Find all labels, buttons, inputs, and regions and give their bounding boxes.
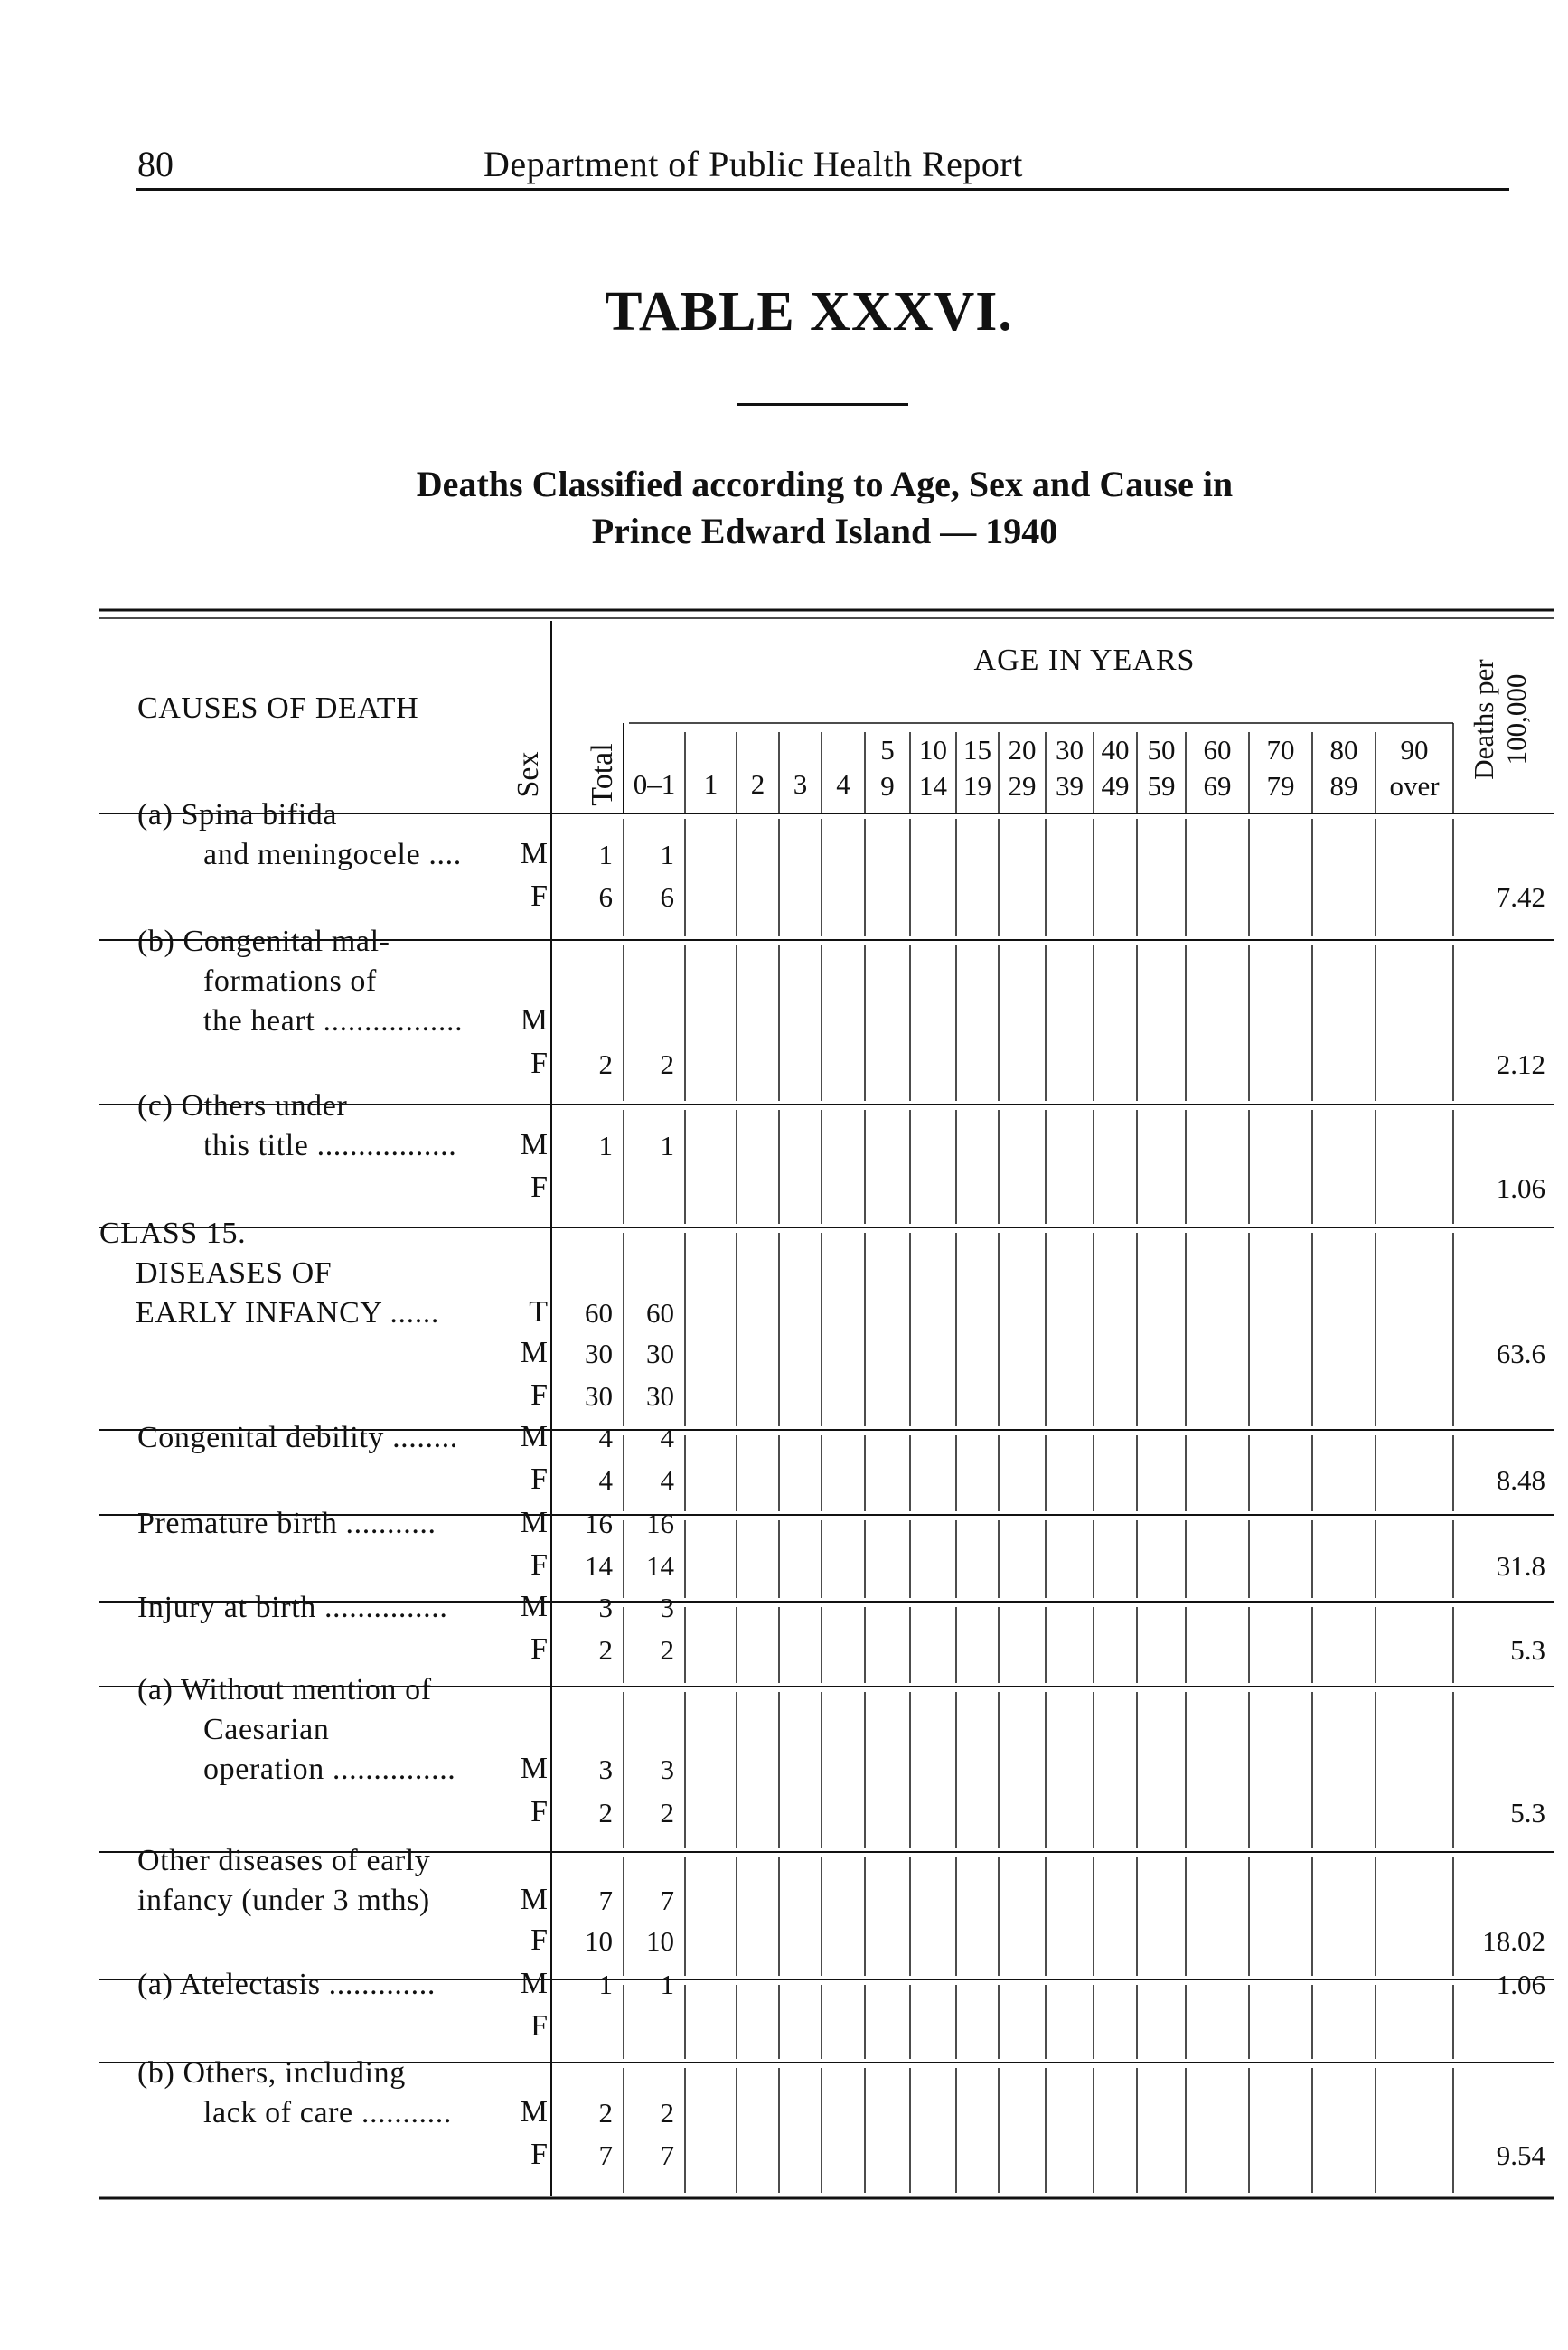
age-0-1-value: 4 [660,1464,674,1496]
age-0-1-value: 3 [660,1592,674,1623]
age-col-header: over [1389,770,1440,802]
deaths-per-100000-value: 1.06 [1496,1172,1545,1204]
age-col-header: 50 [1147,734,1176,766]
sex-marker: F [530,1378,548,1412]
subtitle-line: Prince Edward Island — 1940 [591,511,1058,551]
age-0-1-value: 30 [646,1338,674,1369]
header-title: Department of Public Health Report [484,144,1023,184]
sex-marker: M [520,1003,548,1037]
age-0-1-value: 1 [660,1969,674,2000]
total-value: 3 [598,1592,613,1623]
sex-marker: M [520,1336,548,1369]
cause-label-line: operation ............... [203,1753,456,1786]
sex-marker: F [530,1170,548,1204]
age-col-header: 49 [1101,770,1130,802]
page-number: 80 [137,144,174,184]
sex-marker: M [520,2095,548,2129]
sex-marker: F [530,1632,548,1666]
total-value: 2 [598,1797,613,1828]
cause-label-line: lack of care ........... [203,2096,452,2129]
cause-label-line: Premature birth ........... [137,1507,437,1540]
age-col-header: 29 [1008,770,1037,802]
age-0-1-value: 1 [660,839,674,870]
total-value: 1 [598,1130,613,1161]
total-value: 60 [585,1297,613,1329]
age-col-header: 3 [793,768,808,800]
cause-label-line: (c) Others under [137,1089,348,1123]
age-col-header: 5 [880,734,895,766]
sex-marker: F [530,1047,548,1080]
age-in-years-header: AGE IN YEARS [973,644,1196,677]
age-col-header: 0–1 [633,768,676,800]
age-0-1-value: 2 [660,1048,674,1080]
age-0-1-value: 2 [660,1634,674,1666]
cause-label-line: Caesarian [203,1713,330,1746]
age-col-header: 15 [963,734,991,766]
total-value: 4 [598,1422,613,1453]
sex-marker: F [530,879,548,913]
age-col-header: 39 [1056,770,1084,802]
total-value: 7 [598,2139,613,2171]
cause-label-line: formations of [203,964,377,998]
age-col-header: 69 [1203,770,1232,802]
causes-header: CAUSES OF DEATH [137,691,419,725]
cause-label-line: the heart ................. [203,1004,464,1038]
age-col-header: 1 [703,768,718,800]
age-col-header: 80 [1329,734,1358,766]
cause-label-line: DISEASES OF [136,1256,333,1290]
sex-marker: F [530,1462,548,1496]
sex-marker: F [530,1548,548,1582]
cause-label-line: Other diseases of early [137,1844,431,1877]
rate-header: Deaths per 100,000 [1468,659,1532,780]
cause-label-line: (a) Atelectasis ............. [137,1968,436,2001]
cause-label-line: (a) Spina bifida [137,798,338,832]
age-0-1-value: 30 [646,1380,674,1412]
total-value: 7 [598,1885,613,1916]
age-col-header: 70 [1266,734,1295,766]
sex-marker: M [520,1590,548,1623]
total-value: 30 [585,1380,613,1412]
age-col-header: 40 [1101,734,1130,766]
table-title: TABLE XXXVI. [605,281,1013,343]
sex-marker: F [530,1923,548,1957]
cause-label-line: (a) Without mention of [137,1673,432,1706]
age-col-header: 9 [880,770,895,802]
age-col-header: 90 [1400,734,1429,766]
total-value: 1 [598,1969,613,2000]
age-0-1-value: 7 [660,2139,674,2171]
age-col-header: 4 [836,768,850,800]
deaths-per-100000-value: 2.12 [1496,1048,1545,1080]
deaths-per-100000-value: 5.3 [1510,1634,1545,1666]
sex-marker: M [520,1883,548,1916]
age-col-header: 20 [1008,734,1037,766]
age-col-header: 89 [1329,770,1358,802]
age-col-header: 60 [1203,734,1232,766]
age-0-1-value: 4 [660,1422,674,1453]
sex-header: Sex [512,751,545,798]
age-col-header: 59 [1147,770,1176,802]
total-value: 4 [598,1464,613,1496]
cause-label-line: CLASS 15. [99,1217,247,1250]
deaths-per-100000-value: 9.54 [1496,2139,1545,2171]
subtitle-line: Deaths Classified according to Age, Sex and Cause in [416,464,1234,504]
age-0-1-value: 6 [660,881,674,913]
age-0-1-value: 60 [646,1297,674,1329]
total-value: 14 [585,1550,613,1582]
deaths-per-100000-value: 1.06 [1496,1969,1545,2000]
age-col-header: 19 [963,770,991,802]
cause-label-line: (b) Others, including [137,2056,406,2090]
sex-marker: M [520,1967,548,2000]
age-0-1-value: 2 [660,2097,674,2129]
age-col-header: 30 [1056,734,1084,766]
cause-label-line: this title ................. [203,1129,457,1162]
deaths-per-100000-value: 7.42 [1496,881,1545,913]
deaths-per-100000-value: 18.02 [1482,1925,1545,1957]
age-0-1-value: 14 [646,1550,674,1582]
total-value: 30 [585,1338,613,1369]
cause-label-line: Congenital debility ........ [137,1421,458,1454]
deaths-per-100000-value: 31.8 [1496,1550,1545,1582]
age-0-1-value: 10 [646,1925,674,1957]
age-0-1-value: 1 [660,1130,674,1161]
sex-marker: M [520,1420,548,1453]
cause-label-line: EARLY INFANCY ...... [136,1296,439,1330]
sex-marker: M [520,1752,548,1785]
total-value: 16 [585,1508,613,1539]
cause-label-line: Injury at birth ............... [137,1591,448,1624]
sex-marker: M [520,1128,548,1161]
deaths-per-100000-value: 63.6 [1496,1338,1545,1369]
age-col-header: 14 [919,770,947,802]
age-col-header: 10 [919,734,947,766]
cause-label-line: and meningocele .... [203,838,462,871]
total-value: 1 [598,839,613,870]
sex-marker: F [530,2138,548,2171]
sex-marker: M [520,837,548,870]
total-value: 2 [598,1634,613,1666]
total-value: 6 [598,881,613,913]
age-0-1-value: 7 [660,1885,674,1916]
deaths-per-100000-value: 5.3 [1510,1797,1545,1828]
total-header: Total [586,743,619,806]
total-value: 2 [598,1048,613,1080]
total-value: 2 [598,2097,613,2129]
deaths-per-100000-value: 8.48 [1496,1464,1545,1496]
age-0-1-value: 16 [646,1508,674,1539]
total-value: 3 [598,1753,613,1785]
sex-marker: F [530,2009,548,2043]
age-col-header: 2 [750,768,765,800]
cause-label-line: (b) Congenital mal- [137,925,390,958]
age-col-header: 79 [1266,770,1295,802]
age-0-1-value: 3 [660,1753,674,1785]
sex-marker: T [529,1295,548,1329]
cause-label-line: infancy (under 3 mths) [137,1884,430,1917]
sex-marker: M [520,1506,548,1539]
age-0-1-value: 2 [660,1797,674,1828]
total-value: 10 [585,1925,613,1957]
sex-marker: F [530,1795,548,1828]
